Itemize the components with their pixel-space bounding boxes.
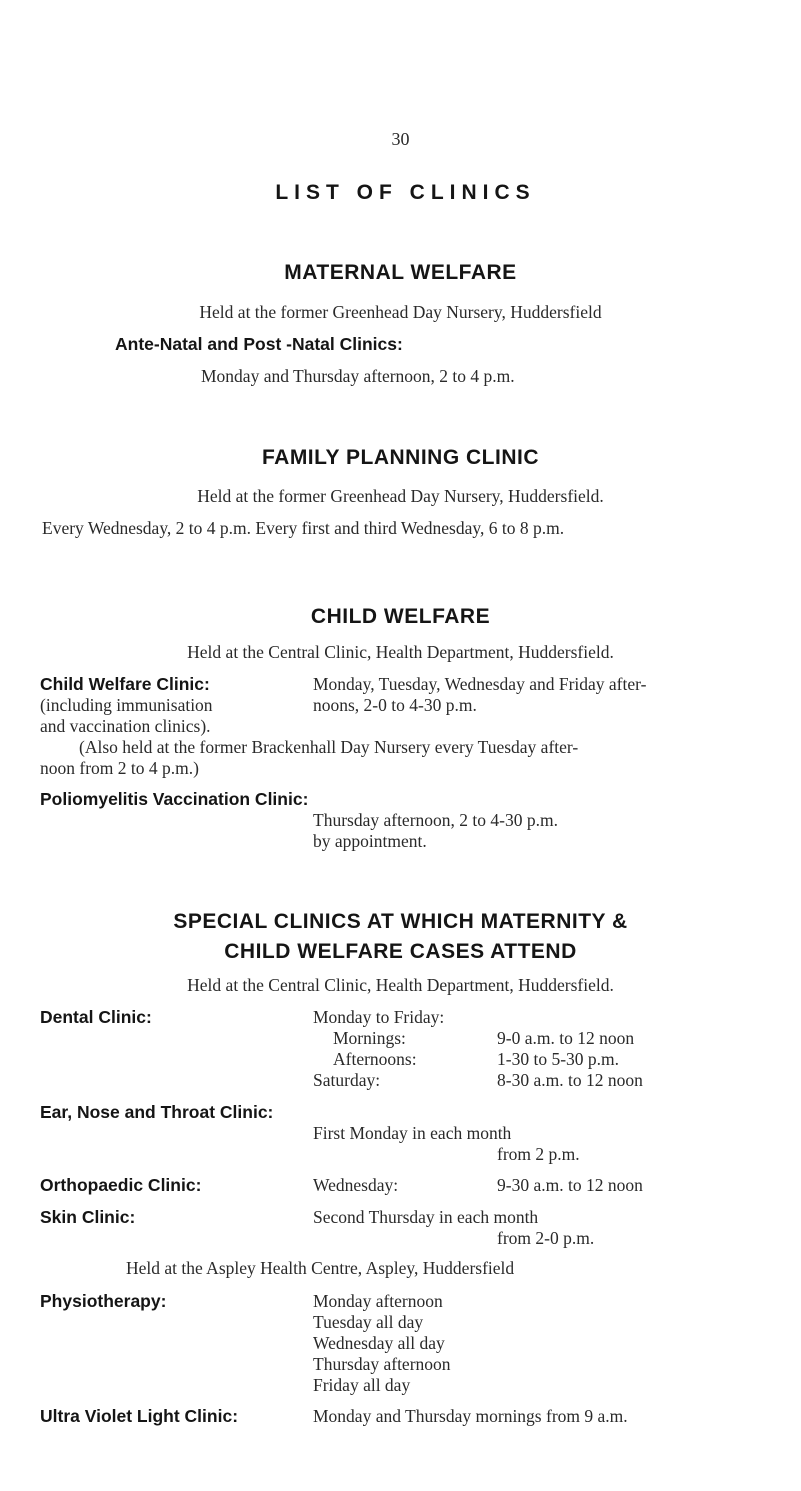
special-heading-1: SPECIAL CLINICS AT WHICH MATERNITY &	[173, 910, 628, 933]
cw-also-2: noon from 2 to 4 p.m.)	[40, 758, 199, 778]
polio-label: Poliomyelitis Vaccination Clinic:	[40, 789, 309, 809]
skin-times-2: from 2-0 p.m.	[497, 1228, 595, 1248]
family-held: Held at the former Greenhead Day Nursery, Huddersfield.	[197, 486, 604, 506]
family-times: Every Wednesday, 2 to 4 p.m. Every first and third Wednesday, 6 to 8 p.m.	[42, 518, 565, 538]
special-heading-2: CHILD WELFARE CASES ATTEND	[224, 940, 577, 963]
dental-row-label: Mornings:	[333, 1028, 406, 1048]
physio-label: Physiotherapy:	[40, 1291, 167, 1311]
physio-row: Friday all day	[313, 1375, 411, 1395]
cw-also-1: (Also held at the former Brackenhall Day Nursery every Tuesday after-	[79, 737, 579, 757]
maternal-held: Held at the former Greenhead Day Nursery, Huddersfield	[199, 302, 602, 322]
special-held: Held at the Central Clinic, Health Department, Huddersfield.	[187, 975, 614, 995]
ent-label: Ear, Nose and Throat Clinic:	[40, 1102, 274, 1122]
uv-label: Ultra Violet Light Clinic:	[40, 1406, 239, 1426]
physio-row: Thursday afternoon	[313, 1354, 451, 1374]
ent-times-2: from 2 p.m.	[497, 1144, 580, 1164]
physio-row: Wednesday all day	[313, 1333, 445, 1353]
cw-label: Child Welfare Clinic:	[40, 674, 210, 694]
antenatal-times: Monday and Thursday afternoon, 2 to 4 p.m.	[201, 366, 515, 386]
child-heading: CHILD WELFARE	[310, 605, 491, 628]
physio-row: Monday afternoon	[313, 1291, 443, 1311]
dental-row-time: 9-0 a.m. to 12 noon	[497, 1028, 635, 1048]
skin-label: Skin Clinic:	[40, 1207, 136, 1227]
page-title: LIST OF CLINICS	[275, 181, 536, 204]
cw-label-3: and vaccination clinics).	[40, 716, 211, 736]
ent-times-1: First Monday in each month	[313, 1123, 512, 1143]
uv-times: Monday and Thursday mornings from 9 a.m.	[313, 1406, 628, 1426]
ortho-label: Orthopaedic Clinic:	[40, 1175, 202, 1195]
antenatal-subheading: Ante-Natal and Post -Natal Clinics:	[115, 334, 403, 354]
dental-row-time: 8-30 a.m. to 12 noon	[497, 1070, 643, 1090]
polio-times-1: Thursday afternoon, 2 to 4-30 p.m.	[313, 810, 558, 830]
polio-times-2: by appointment.	[313, 831, 427, 851]
physio-row: Tuesday all day	[313, 1312, 424, 1332]
ortho-time: 9-30 a.m. to 12 noon	[497, 1175, 643, 1195]
dental-row-label: Afternoons:	[333, 1049, 417, 1069]
child-held: Held at the Central Clinic, Health Department, Huddersfield.	[187, 642, 614, 662]
family-heading: FAMILY PLANNING CLINIC	[261, 446, 540, 469]
page-number: 30	[391, 129, 410, 149]
skin-times-1: Second Thursday in each month	[313, 1207, 539, 1227]
dental-row-time: 1-30 to 5-30 p.m.	[497, 1049, 620, 1069]
cw-times-2: noons, 2-0 to 4-30 p.m.	[313, 695, 477, 715]
cw-times-1: Monday, Tuesday, Wednesday and Friday after-	[313, 674, 647, 694]
dental-monday-friday: Monday to Friday:	[313, 1007, 445, 1027]
maternal-heading: MATERNAL WELFARE	[284, 261, 517, 284]
dental-row-label: Saturday:	[313, 1070, 381, 1090]
dental-label: Dental Clinic:	[40, 1007, 152, 1027]
cw-label-2: (including immunisation	[40, 695, 213, 715]
aspley-held: Held at the Aspley Health Centre, Aspley, Huddersfield	[126, 1258, 515, 1278]
ortho-day: Wednesday:	[313, 1175, 399, 1195]
